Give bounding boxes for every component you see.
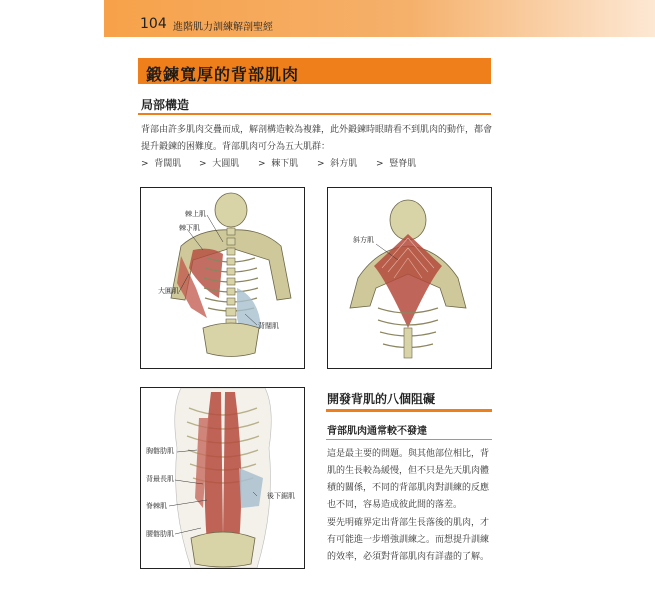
paragraph-line: 有可能進一步增強訓練之。而想提升訓練 [327, 535, 490, 545]
figure-back-muscles [140, 187, 305, 369]
section-rule [138, 113, 491, 115]
label-iliocostalis-lumborum: 腰髂肋肌 [146, 530, 174, 538]
paragraph-line: 也不同，容易造成彼此間的落差。 [327, 500, 463, 510]
sidebar-subheading: 背部肌肉通常較不發達 [327, 426, 427, 437]
list-item: > 大圓肌 [199, 159, 240, 169]
book-title: 進階肌力訓練解剖聖經 [173, 22, 273, 33]
sidebar-heading: 開發背肌的八個阻礙 [327, 392, 436, 406]
label-serratus-posterior-inferior: 後下鋸肌 [267, 492, 295, 500]
label-supraspinatus: 棘上肌 [185, 210, 206, 218]
section-paragraph [141, 122, 493, 156]
section-heading: 局部構造 [141, 98, 190, 112]
main-title: 鍛鍊寬厚的背部肌肉 [146, 65, 300, 84]
figure-deep-back-muscles [140, 387, 305, 569]
figure-trapezius [327, 187, 492, 369]
sidebar-paragraph-2 [327, 515, 492, 566]
trapezius-illustration [328, 188, 491, 368]
paragraph-line: 提升鍛鍊的困難度。背部肌肉可分為五大肌群： [141, 142, 331, 152]
muscle-group-list [141, 156, 491, 170]
list-item: > 棘下肌 [258, 159, 299, 169]
list-item: > 豎脊肌 [376, 159, 417, 169]
sidebar-subheading-rule [326, 439, 492, 440]
paragraph-line: 的效率，必須對背部肌肉有詳盡的了解。 [327, 552, 490, 562]
label-trapezius: 斜方肌 [353, 236, 374, 244]
back-muscles-illustration [141, 188, 304, 368]
paragraph-line: 積的關係，不同的背部肌肉對訓練的反應 [327, 483, 490, 493]
sidebar-paragraph-1 [327, 446, 492, 514]
label-longissimus: 背最長肌 [146, 475, 174, 483]
label-infraspinatus: 棘下肌 [179, 224, 200, 232]
label-spinalis: 脊棘肌 [146, 502, 167, 510]
list-item: > 背闊肌 [141, 159, 182, 169]
label-teres-major: 大圓肌 [158, 287, 179, 295]
paragraph-line: 這是最主要的問題。與其他部位相比，背 [327, 449, 490, 459]
label-latissimus: 背闊肌 [258, 322, 279, 330]
sidebar-heading-rule [326, 409, 492, 412]
page-number: 104 [140, 16, 167, 32]
list-item: > 斜方肌 [317, 159, 358, 169]
paragraph-line: 背部由許多肌肉交疊而成，解剖構造較為複雜，此外鍛鍊時眼睛看不到肌肉的動作，都會 [141, 125, 493, 135]
paragraph-line: 肌的生長較為緩慢，但不只是先天肌肉體 [327, 466, 490, 476]
label-iliocostalis-thoracis: 胸髂肋肌 [146, 447, 174, 455]
paragraph-line: 要先明確界定出背部生長落後的肌肉，才 [327, 518, 490, 528]
